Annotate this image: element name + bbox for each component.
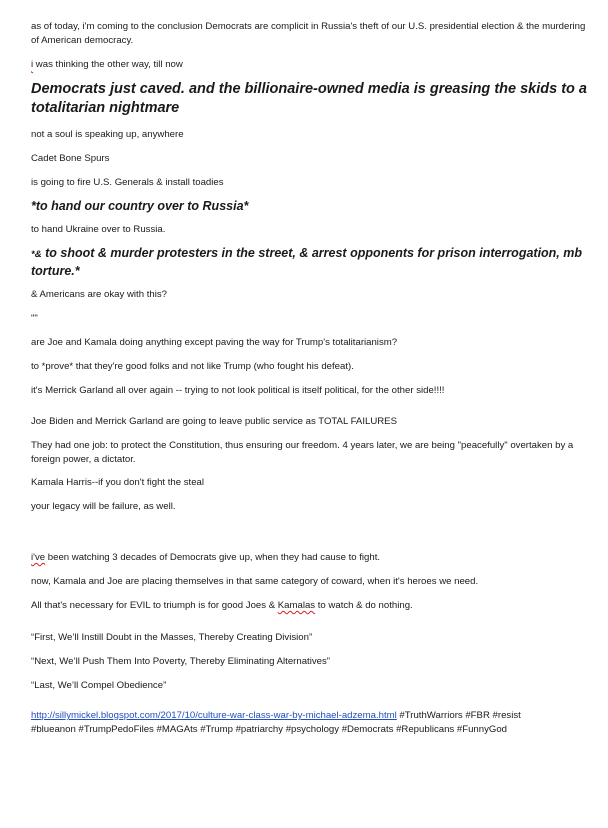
hashtags-2: #blueanon #TrumpPedoFiles #MAGAts #Trump #patriarchy #psychology #Democrats #Republicans #FunnyGod	[31, 724, 508, 735]
spellcheck-word: i've	[31, 552, 46, 563]
spellcheck-word: Kamalas	[277, 600, 316, 611]
paragraph-ukraine: to hand Ukraine over to Russia.	[31, 224, 166, 235]
paragraph-coward: now, Kamala and Joe are placing themselves in that same category of coward, when it's heroes we need.	[31, 576, 479, 587]
paragraph-complicit: as of today, i'm coming to the conclusion Democrats are complicit in Russia's theft of our U.S. presidential election & the murdering of American democracy.	[31, 21, 586, 46]
paragraph-text: been watching 3 decades of Democrats give up, when they had cause to fight.	[45, 552, 381, 563]
paragraph-cadet: Cadet Bone Spurs	[31, 153, 110, 164]
paragraph-text: All that's necessary for EVIL to triumph is for good Joes &	[31, 600, 278, 611]
paragraph-legacy: your legacy will be failure, as well.	[31, 501, 176, 512]
heading-hand-country: *to hand our country over to Russia*	[31, 199, 249, 213]
paragraph-kamala-fight: Kamala Harris--if you don't fight the steal	[31, 477, 204, 488]
heading-lead: *&	[31, 249, 42, 260]
heading-shoot-protesters	[31, 245, 588, 280]
paragraph-joe-kamala: are Joe and Kamala doing anything except paving the way for Trump's totalitarianism?	[31, 337, 398, 348]
paragraph-three-decades	[31, 551, 588, 565]
blog-link[interactable]: http://sillymickel.blogspot.com/2017/10/culture-war-class-war-by-michael-adzema.html	[31, 710, 397, 721]
paragraph-prove: to *prove* that they're good folks and not like Trump (who fought his defeat).	[31, 361, 354, 372]
hashtags-1: #TruthWarriors #FBR #resist	[396, 710, 521, 721]
paragraph-text: to watch & do nothing.	[315, 600, 413, 611]
heading-text: to shoot & murder protesters in the street, & arrest opponents for prison interrogation, mb torture.*	[31, 246, 583, 278]
paragraph-other-way	[31, 58, 588, 72]
paragraph-fire-generals: is going to fire U.S. Generals & install toadies	[31, 177, 224, 188]
paragraph-evil	[31, 599, 588, 613]
paragraph-link-tags	[31, 709, 588, 737]
paragraph-text: was thinking the other way, till now	[33, 59, 183, 70]
quote-first: “First, We’ll Instill Doubt in the Masses, Thereby Creating Division”	[31, 632, 313, 643]
paragraph-not-a-soul: not a soul is speaking up, anywhere	[31, 129, 184, 140]
quote-last: “Last, We’ll Compel Obedience”	[31, 680, 167, 691]
spellcheck-word: i	[31, 59, 34, 70]
paragraph-total-failures: Joe Biden and Merrick Garland are going to leave public service as TOTAL FAILURES	[31, 416, 397, 427]
paragraph-merrick: it's Merrick Garland all over again -- trying to not look political is itself political, for the other side!!!!	[31, 385, 445, 396]
paragraph-one-job: They had one job: to protect the Constitution, thus ensuring our freedom. 4 years later, we are being "peacefully" overtaken by a foreign power, a dictator.	[31, 440, 574, 465]
quote-next: “Next, We’ll Push Them Into Poverty, Thereby Eliminating Alternatives”	[31, 656, 330, 667]
heading-democrats-caved: Democrats just caved. and the billionaire-owned media is greasing the skids to a totalitarian nightmare	[31, 81, 587, 116]
paragraph-quotes: ""	[31, 313, 38, 324]
paragraph-americans-okay: & Americans are okay with this?	[31, 289, 167, 300]
